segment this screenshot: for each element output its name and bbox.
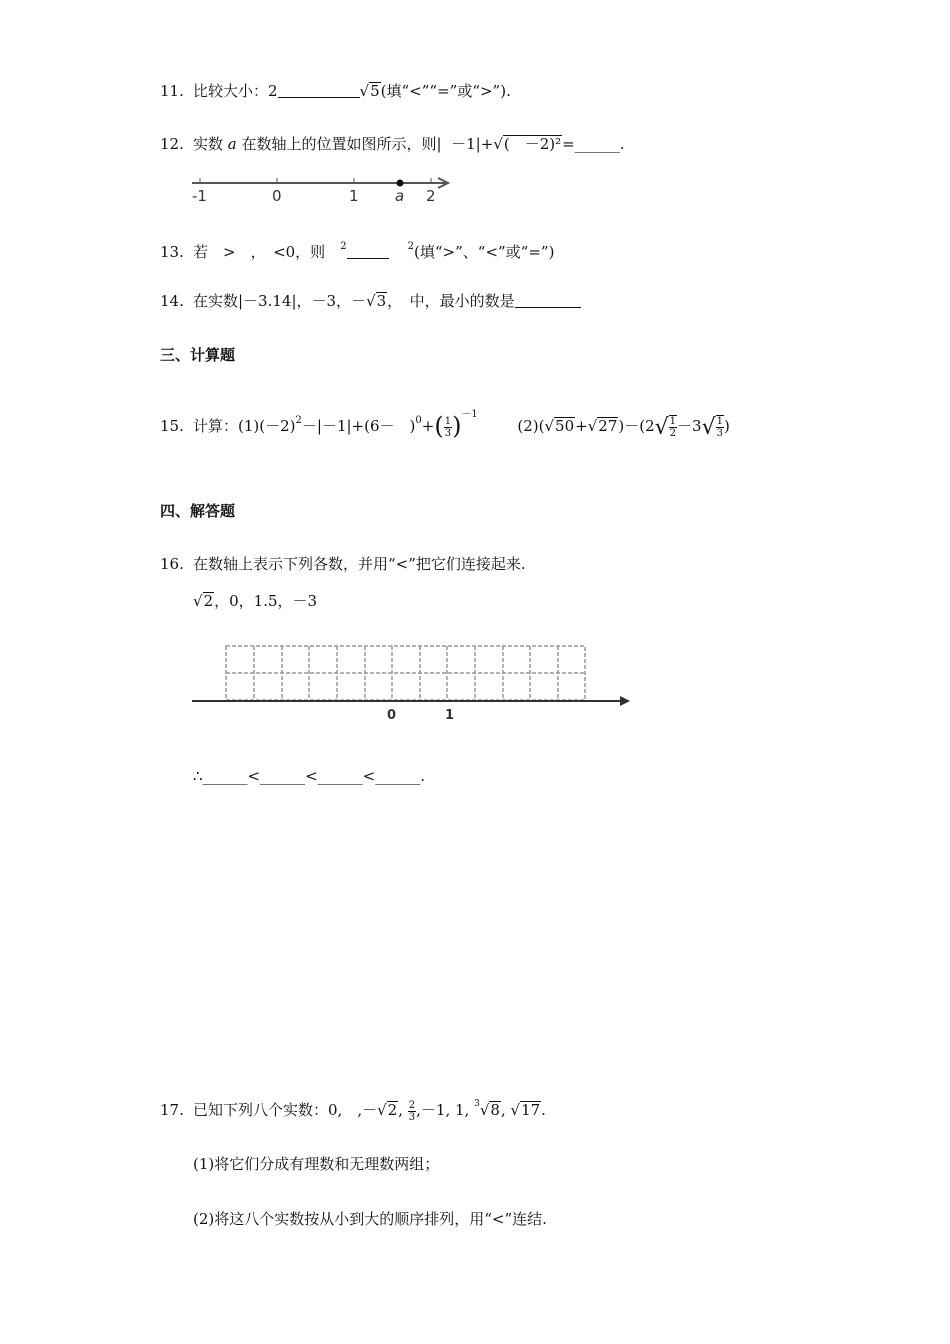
end-period: . — [541, 1101, 546, 1119]
question-label: 计算： — [193, 417, 239, 435]
part-2b: )－(2 — [618, 417, 655, 435]
right-paren: ) — [452, 412, 462, 440]
superscript: 2 — [407, 241, 415, 252]
question-16 — [160, 553, 526, 575]
question-text: 若 > ， <0，则 — [193, 243, 341, 261]
superscript: 2 — [340, 241, 347, 252]
sub-question-2: (2)将这八个实数按从小到大的顺序排列，用“<”连结. — [193, 1210, 547, 1228]
radicand: 2 — [203, 592, 214, 610]
arrow-head — [620, 696, 630, 706]
question-11 — [160, 80, 511, 102]
superscript: 0 — [415, 415, 422, 426]
answer-line[interactable]: ∴______<______<______<______. — [193, 767, 426, 785]
grid — [226, 646, 585, 700]
axis-label: 1 — [349, 187, 359, 205]
sub-question-1: (1)将它们分成有理数和无理数两组； — [193, 1155, 440, 1173]
radicand: ( －2)² — [503, 135, 562, 153]
question-number: 11. — [160, 82, 184, 100]
part-2: (2)( — [517, 417, 545, 435]
part-1b: －|－1|+(6－ ) — [301, 417, 416, 435]
radical-sign: √ — [544, 417, 555, 435]
number-list — [193, 590, 317, 611]
question-13 — [160, 236, 554, 263]
expression: －1|+ — [451, 135, 494, 153]
radicand: 27 — [598, 417, 618, 435]
question-tail: =______. — [562, 135, 625, 153]
question-14 — [160, 290, 581, 312]
fraction: $\frac{1}{3}$ — [444, 415, 452, 439]
part-1: (1)(－2) — [238, 417, 296, 435]
axis-label: 0 — [272, 187, 282, 205]
question-number: 15. — [160, 417, 184, 435]
plus-sign: + — [575, 417, 588, 435]
fraction: $\frac{1}{3}$ — [716, 416, 723, 439]
section-heading-calculation: 三、计算题 — [160, 346, 236, 364]
radical-sign: √ — [193, 592, 203, 610]
radicand: 8 — [490, 1101, 500, 1119]
radicand: 17 — [521, 1101, 541, 1119]
superscript: －1 — [461, 409, 478, 420]
cube-root-index: 3 — [474, 1099, 480, 1109]
close-paren: ) — [723, 417, 730, 435]
separator: , — [500, 1101, 506, 1119]
question-number: 12. — [160, 135, 184, 153]
question-text: 在实数|－3.14|，－3，－ — [193, 292, 367, 310]
number-sequence: ,－1, 1, — [416, 1101, 470, 1119]
fraction: $\frac{2}{3}$ — [408, 1099, 416, 1123]
minus-three: －3 — [677, 417, 702, 435]
separator: , — [398, 1101, 403, 1119]
axis-label-0: 0 — [387, 708, 397, 723]
question-text: 实数 — [193, 135, 224, 153]
variable-a: a — [227, 135, 237, 153]
section-heading-answers: 四、解答题 — [160, 502, 236, 520]
question-number: 17. — [160, 1101, 184, 1119]
question-number: 13. — [160, 243, 184, 261]
radicand: 50 — [555, 417, 575, 435]
question-text: 比较大小：2 — [193, 82, 278, 100]
point-a — [397, 180, 404, 187]
question-text: 在数轴上的位置如图所示，则| — [241, 135, 442, 153]
radical-sign: √ — [479, 1101, 490, 1119]
axis-label-1: 1 — [445, 708, 455, 723]
question-number: 14. — [160, 292, 184, 310]
radical-sign: √ — [654, 415, 669, 440]
question-17 — [160, 1090, 546, 1124]
radical-sign: √ — [366, 292, 376, 310]
axis-label: 2 — [426, 187, 436, 205]
fraction: $\frac{1}{2}$ — [669, 416, 677, 439]
radicand: 2 — [387, 1101, 398, 1119]
axis-label: -1 — [192, 187, 207, 205]
question-tail: (填“>”、“<”或“=”) — [414, 243, 555, 261]
radical-sign: √ — [701, 415, 716, 440]
question-text: 在数轴上表示下列各数，并用“<”把它们连接起来. — [193, 555, 526, 573]
radical-sign: √ — [359, 82, 370, 100]
radical-sign: √ — [510, 1101, 521, 1119]
plus-sign: + — [421, 417, 435, 435]
question-15 — [160, 400, 730, 443]
answer-blank[interactable] — [515, 291, 581, 308]
radical-sign: √ — [493, 135, 503, 153]
question-tail: (填“<”“=”或“>”). — [380, 82, 511, 100]
radical-sign: √ — [587, 417, 598, 435]
answer-blank[interactable] — [347, 242, 389, 259]
question-12 — [160, 133, 624, 155]
radicand: 3 — [376, 292, 387, 310]
grid-border — [226, 646, 585, 700]
question-text: 已知下列八个实数：0, ,－ — [193, 1101, 378, 1119]
superscript: 2 — [295, 415, 302, 426]
radical-sign: √ — [377, 1101, 387, 1119]
radicand: 5 — [370, 82, 380, 100]
axis-label-a: a — [395, 187, 405, 205]
number-list-tail: ，0，1.5，－3 — [214, 592, 318, 610]
answer-blank[interactable] — [278, 81, 360, 98]
number-line-grid-figure[interactable] — [188, 642, 638, 726]
left-paren: ( — [434, 412, 444, 440]
question-number: 16. — [160, 555, 184, 573]
question-tail: ， 中，最小的数是 — [387, 292, 515, 310]
number-line-figure — [190, 170, 460, 210]
